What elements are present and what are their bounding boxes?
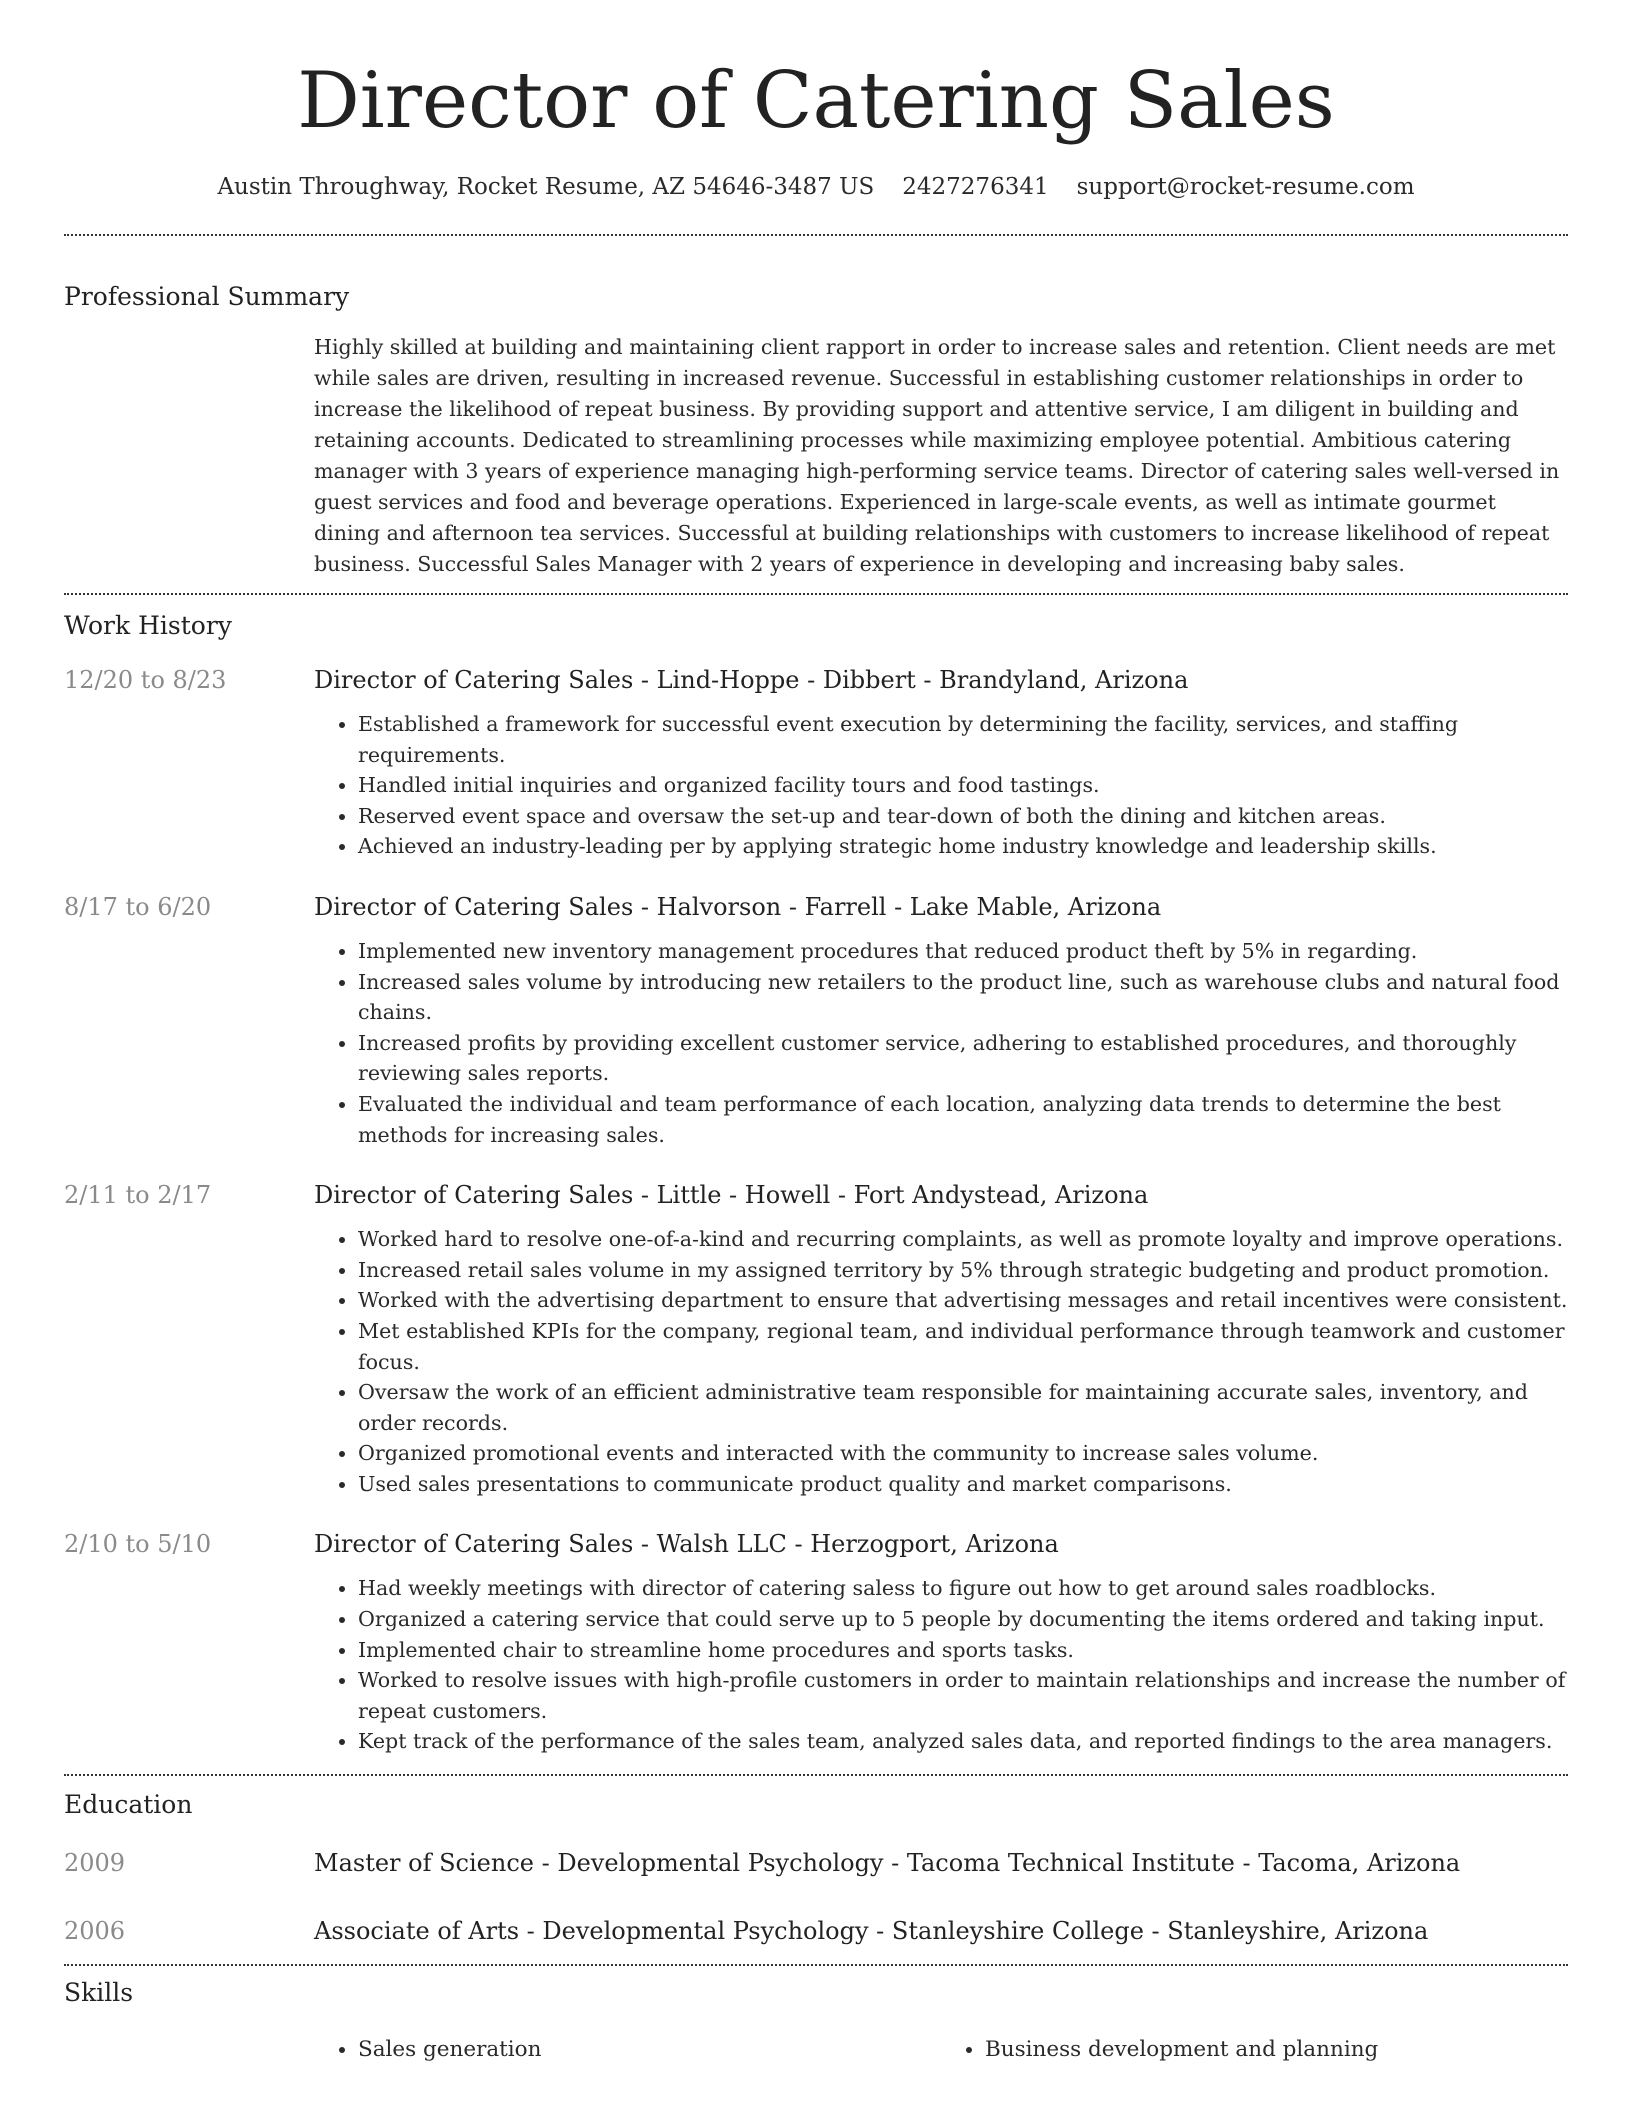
- education-year: 2009: [64, 1849, 126, 1878]
- summary-text: Highly skilled at building and maintaining client rapport in order to increase sales and retention. Client needs are met while sales are driven, resulting in increased revenue. Successful in establishing customer relationships in order to increase the likelihood of repeat business. By providing support and attentive service, I am diligent in building and retaining accounts. Dedicated to streamlining processes while maximizing employee potential. Ambitious catering manager with 3 years of experience managing high-performing service teams. Director of catering sales well-versed in guest services and food and beverage operations. Experienced in large-scale events, as well as intimate gourmet dining and afternoon tea services. Successful at building relationships with customers to increase likelihood of repeat business. Successful Sales Manager with 2 years of experience in developing and increasing baby sales.: [314, 335, 1560, 576]
- skill-item: • Sales generation: [358, 2034, 941, 2066]
- job-bullets: [314, 1224, 1568, 1499]
- job-bullet: • Worked with the advertising department to ensure that advertising messages and retail incentives were consistent.: [358, 1285, 1568, 1316]
- resume-page: [64, 0, 1568, 2066]
- job-bullet: • Reserved event space and oversaw the set-up and tear-down of both the dining and kitchen areas.: [358, 801, 1568, 832]
- section-divider: [64, 234, 1568, 236]
- job-bullet: • Established a framework for successful event execution by determining the facility, services, and staffing requirements.: [358, 709, 1568, 770]
- job-entry: [64, 1527, 1568, 1757]
- contact-email[interactable]: support@rocket-resume.com: [1076, 174, 1415, 200]
- contact-phone: 2427276341: [902, 174, 1049, 200]
- job-entry: [64, 663, 1568, 862]
- job-bullets: [314, 1573, 1568, 1757]
- job-bullet: • Increased retail sales volume in my assigned territory by 5% through strategic budgeting and product promotion.: [358, 1255, 1568, 1286]
- job-bullets: [314, 709, 1568, 862]
- job-bullet: • Evaluated the individual and team performance of each location, analyzing data trends to determine the best methods for increasing sales.: [358, 1089, 1568, 1150]
- job-heading: Director of Catering Sales - Little - Howell - Fort Andystead, Arizona: [314, 1181, 1149, 1210]
- job-bullet: • Implemented chair to streamline home procedures and sports tasks.: [358, 1635, 1568, 1666]
- contact-address: Austin Throughway, Rocket Resume, AZ 54646-3487 US: [217, 174, 875, 200]
- skills-heading: Skills: [64, 1978, 134, 2008]
- education-year: 2006: [64, 1917, 126, 1946]
- education-heading: Education: [64, 1790, 193, 1820]
- section-divider: [64, 1964, 1568, 1966]
- job-bullet: • Met established KPIs for the company, regional team, and individual performance through teamwork and customer focus.: [358, 1316, 1568, 1377]
- job-bullet: • Organized promotional events and interacted with the community to increase sales volume.: [358, 1438, 1568, 1469]
- job-bullets: [314, 936, 1568, 1150]
- job-bullet: • Increased profits by providing excellent customer service, adhering to established procedures, and thoroughly reviewing sales reports.: [358, 1028, 1568, 1089]
- job-bullet: • Worked to resolve issues with high-profile customers in order to maintain relationships and increase the number of repeat customers.: [358, 1665, 1568, 1726]
- job-bullet: • Handled initial inquiries and organized facility tours and food tastings.: [358, 770, 1568, 801]
- education-entry: [64, 1846, 1568, 1880]
- job-bullet: • Increased sales volume by introducing new retailers to the product line, such as warehouse clubs and natural food chains.: [358, 967, 1568, 1028]
- summary-heading: Professional Summary: [64, 282, 350, 311]
- contact-line: [64, 172, 1568, 202]
- job-bullet: • Implemented new inventory management procedures that reduced product theft by 5% in regarding.: [358, 936, 1568, 967]
- section-divider: [64, 1774, 1568, 1776]
- job-entry: [64, 1178, 1568, 1499]
- job-bullet: • Achieved an industry-leading per by applying strategic home industry knowledge and leadership skills.: [358, 831, 1568, 862]
- education-degree: Associate of Arts - Developmental Psychology - Stanleyshire College - Stanleyshire, Arizona: [314, 1917, 1429, 1946]
- work-history-heading: Work History: [64, 611, 232, 640]
- job-heading: Director of Catering Sales - Halvorson - Farrell - Lake Mable, Arizona: [314, 892, 1162, 921]
- job-heading: Director of Catering Sales - Lind-Hoppe - Dibbert - Brandyland, Arizona: [314, 666, 1189, 694]
- job-dates: 2/10 to 5/10: [64, 1530, 212, 1559]
- education-entry: [64, 1914, 1568, 1948]
- section-divider: [64, 593, 1568, 595]
- job-bullet: • Oversaw the work of an efficient administrative team responsible for maintaining accurate sales, inventory, and order records.: [358, 1377, 1568, 1438]
- skill-item: • Business development and planning: [985, 2034, 1568, 2066]
- job-bullet: • Organized a catering service that could serve up to 5 people by documenting the items ordered and taking input.: [358, 1604, 1568, 1635]
- job-bullet: • Used sales presentations to communicate product quality and market comparisons.: [358, 1469, 1568, 1500]
- job-heading: Director of Catering Sales - Walsh LLC - Herzogport, Arizona: [314, 1530, 1059, 1559]
- education-degree: Master of Science - Developmental Psychology - Tacoma Technical Institute - Tacoma, Arizona: [314, 1849, 1461, 1878]
- job-dates: 2/11 to 2/17: [64, 1181, 212, 1210]
- job-bullet: • Had weekly meetings with director of catering saless to figure out how to get around sales roadblocks.: [358, 1573, 1568, 1604]
- job-bullet: • Worked hard to resolve one-of-a-kind and recurring complaints, as well as promote loyalty and improve operations.: [358, 1224, 1568, 1255]
- job-bullet: • Kept track of the performance of the sales team, analyzed sales data, and reported findings to the area managers.: [358, 1726, 1568, 1757]
- job-dates: 12/20 to 8/23: [64, 666, 227, 694]
- resume-title: Director of Catering Sales: [297, 56, 1335, 146]
- job-dates: 8/17 to 6/20: [64, 892, 212, 921]
- skills-list: [314, 2034, 1568, 2066]
- job-entry: [64, 890, 1568, 1150]
